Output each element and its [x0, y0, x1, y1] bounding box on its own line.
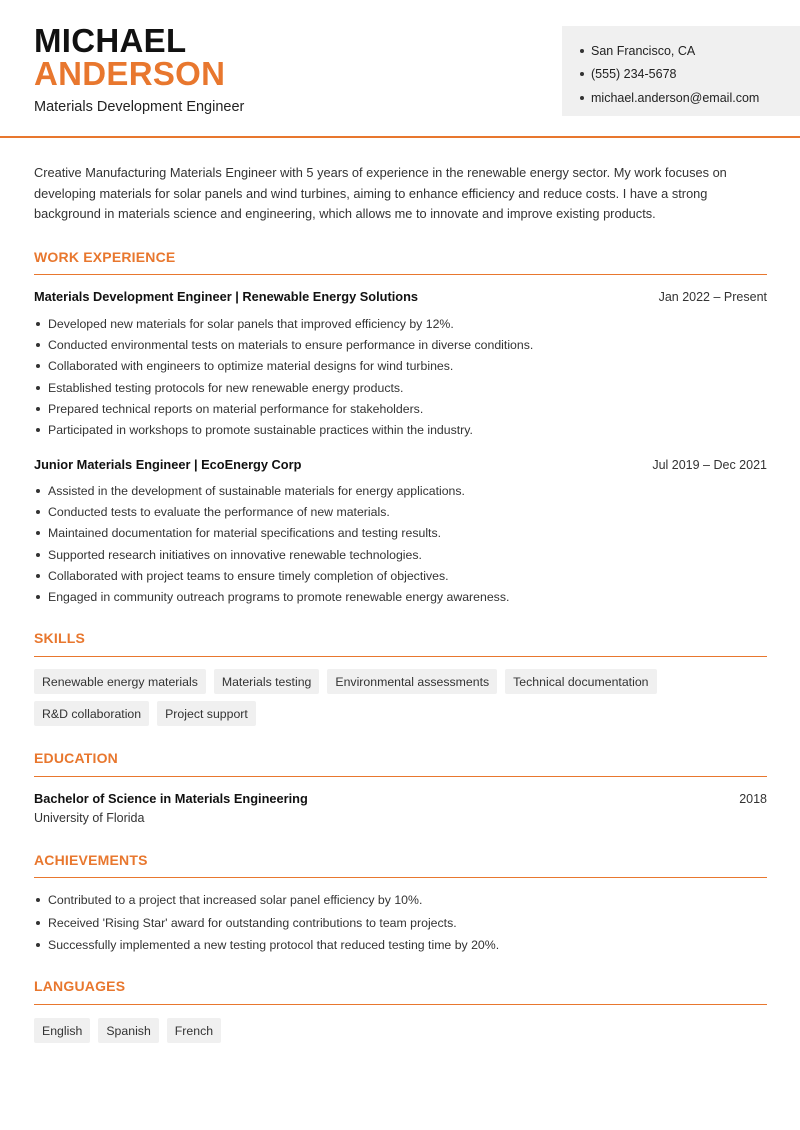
job-bullets — [34, 313, 767, 441]
language-tags — [34, 1018, 774, 1050]
list-item — [34, 356, 767, 377]
bullet-icon — [36, 407, 40, 411]
bullet-text: Established testing protocols for new renewable energy products. — [48, 380, 404, 395]
bullet-icon — [36, 574, 40, 578]
first-name: MICHAEL — [34, 22, 187, 59]
bullet-icon — [36, 386, 40, 390]
bullet-text: Collaborated with engineers to optimize material designs for wind turbines. — [48, 359, 454, 374]
education-heading: EDUCATION — [34, 750, 118, 766]
bullet-icon — [580, 49, 584, 53]
bullet-text: Conducted tests to evaluate the performance of new materials. — [48, 504, 390, 519]
section-divider — [34, 877, 767, 878]
contact-box — [562, 26, 800, 116]
list-item — [34, 398, 767, 419]
bullet-icon — [36, 364, 40, 368]
job-role: Materials Development Engineer | Renewable Energy Solutions — [34, 289, 419, 304]
list-item — [34, 313, 767, 334]
work-experience-heading: WORK EXPERIENCE — [34, 249, 176, 265]
skill-tag: Renewable energy materials — [34, 669, 206, 694]
job-dates: Jul 2019 – Dec 2021 — [652, 458, 767, 472]
skills-tags — [34, 669, 774, 733]
bullet-text: Participated in workshops to promote sustainable practices within the industry. — [48, 423, 473, 438]
bullet-text: Developed new materials for solar panels that improved efficiency by 12%. — [48, 316, 454, 331]
contact-location — [562, 39, 800, 63]
contact-email[interactable] — [562, 86, 800, 110]
skill-tag: R&D collaboration — [34, 701, 149, 726]
list-item — [34, 565, 767, 586]
bullet-text: Maintained documentation for material specifications and testing results. — [48, 526, 442, 541]
list-item — [34, 544, 767, 565]
list-item — [34, 912, 767, 935]
skill-tag: Technical documentation — [505, 669, 656, 694]
skill-tag: Materials testing — [214, 669, 320, 694]
skill-tag: Project support — [157, 701, 256, 726]
graduation-year: 2018 — [739, 792, 767, 806]
list-item — [34, 934, 767, 957]
email-link[interactable]: michael.anderson@email.com — [591, 90, 760, 105]
bullet-icon — [36, 510, 40, 514]
list-item — [34, 586, 767, 607]
list-item — [34, 480, 767, 501]
job-bullets — [34, 480, 767, 608]
education-row — [34, 791, 767, 806]
bullet-text: Prepared technical reports on material performance for stakeholders. — [48, 401, 424, 416]
language-tag: English — [34, 1018, 90, 1043]
contact-phone — [562, 63, 800, 87]
bullet-text: Successfully implemented a new testing protocol that reduced testing time by 20%. — [48, 938, 500, 953]
bullet-text: Supported research initiatives on innovative renewable technologies. — [48, 547, 422, 562]
job-header — [34, 289, 767, 304]
section-divider — [34, 656, 767, 657]
bullet-text: Assisted in the development of sustainable materials for energy applications. — [48, 483, 465, 498]
phone-text: (555) 234-5678 — [591, 67, 677, 82]
bullet-text: Received 'Rising Star' award for outstanding contributions to team projects. — [48, 915, 457, 930]
degree: Bachelor of Science in Materials Engineering — [34, 791, 308, 806]
school: University of Florida — [34, 811, 145, 825]
bullet-icon — [36, 553, 40, 557]
bullet-text: Collaborated with project teams to ensure timely completion of objectives. — [48, 568, 449, 583]
section-divider — [34, 1004, 767, 1005]
achievements-heading: ACHIEVEMENTS — [34, 852, 148, 868]
bullet-icon — [36, 489, 40, 493]
bullet-icon — [36, 322, 40, 326]
job-role: Junior Materials Engineer | EcoEnergy Corp — [34, 457, 302, 472]
bullet-icon — [36, 428, 40, 432]
skill-tag: Environmental assessments — [327, 669, 497, 694]
list-item — [34, 377, 767, 398]
languages-heading: LANGUAGES — [34, 978, 126, 994]
achievements-list — [34, 889, 767, 957]
section-divider — [34, 776, 767, 777]
job-header — [34, 457, 767, 472]
job-dates: Jan 2022 – Present — [658, 290, 767, 304]
list-item — [34, 334, 767, 355]
bullet-text: Conducted environmental tests on materials to ensure performance in diverse conditions. — [48, 337, 534, 352]
bullet-icon — [36, 595, 40, 599]
bullet-icon — [36, 921, 40, 925]
job-title: Materials Development Engineer — [34, 99, 245, 115]
summary: Creative Manufacturing Materials Engineer with 5 years of experience in the renewable energy sector. My work focuses on developing materials for solar panels and wind turbines, aiming to enhance efficiency and reduce costs. I have a strong background in materials science and engineering, which allows me to innovate and improve existing products. — [34, 165, 727, 221]
section-divider — [34, 274, 767, 275]
list-item — [34, 501, 767, 522]
bullet-text: Contributed to a project that increased solar panel efficiency by 10%. — [48, 893, 423, 908]
bullet-icon — [36, 531, 40, 535]
last-name: ANDERSON — [34, 55, 226, 92]
list-item — [34, 523, 767, 544]
bullet-icon — [580, 72, 584, 76]
resume-header — [0, 0, 800, 138]
list-item — [34, 419, 767, 440]
skills-heading: SKILLS — [34, 630, 85, 646]
bullet-icon — [36, 343, 40, 347]
bullet-text: Engaged in community outreach programs to promote renewable energy awareness. — [48, 590, 510, 605]
language-tag: French — [167, 1018, 221, 1043]
bullet-icon — [36, 943, 40, 947]
bullet-icon — [36, 898, 40, 902]
language-tag: Spanish — [98, 1018, 158, 1043]
list-item — [34, 889, 767, 912]
location-text: San Francisco, CA — [591, 43, 696, 58]
bullet-icon — [580, 96, 584, 100]
